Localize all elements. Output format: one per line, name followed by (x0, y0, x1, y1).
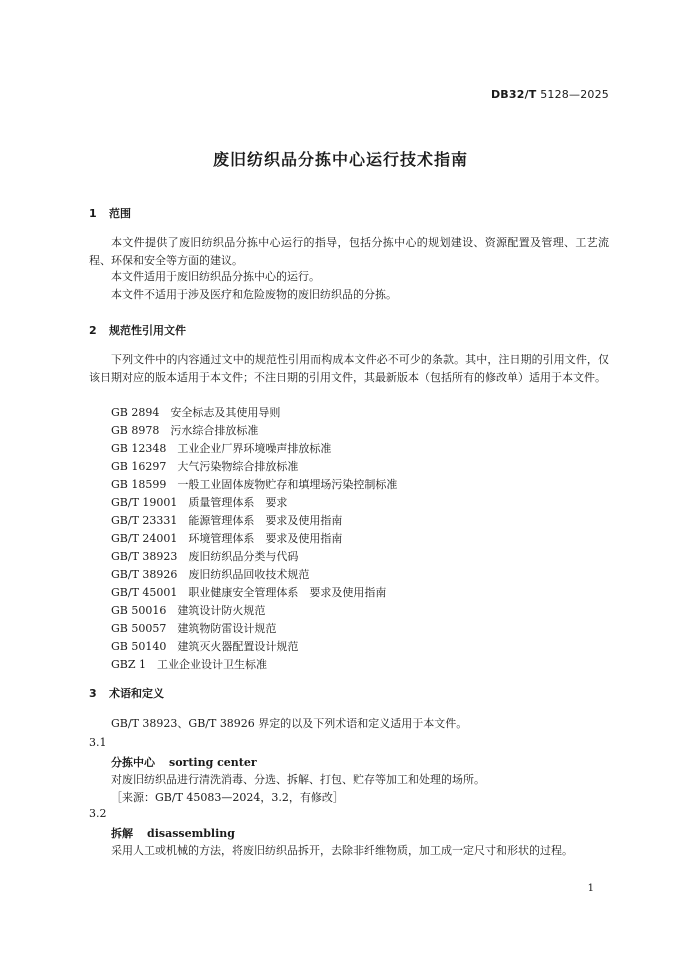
section-title: 范围 (109, 207, 131, 220)
reference-code: GB/T 19001 (111, 496, 178, 509)
reference-item (111, 638, 397, 656)
reference-code: GB/T 23331 (111, 514, 178, 527)
scope-paragraph-1: 本文件提供了废旧纺织品分拣中心运行的指导，包括分拣中心的规划建设、资源配置及管理、工艺流程、环保和安全等方面的建议。 (89, 236, 609, 267)
standard-code-number: 5128—2025 (540, 88, 609, 101)
document-title: 废旧纺织品分拣中心运行技术指南 (212, 150, 468, 169)
section-title: 术语和定义 (109, 687, 164, 700)
terms-intro: GB/T 38923、GB/T 38926 界定的以及下列术语和定义适用于本文件。 (111, 717, 468, 730)
scope-paragraph-3: 本文件不适用于涉及医疗和危险废物的废旧纺织品的分拣。 (111, 288, 397, 301)
reference-title: 一般工业固体废物贮存和填埋场污染控制标准 (177, 478, 398, 491)
standard-code-prefix: DB32/T (490, 88, 537, 101)
section-number: 2 (89, 324, 97, 337)
section-1-heading (89, 205, 131, 221)
term-name-cn: 分拣中心 (111, 756, 155, 769)
reference-code: GB/T 38923 (111, 550, 178, 563)
reference-item (111, 566, 397, 584)
reference-title: 废旧纺织品回收技术规范 (188, 568, 310, 581)
reference-item (111, 458, 397, 476)
reference-title: 能源管理体系 要求及使用指南 (188, 514, 343, 527)
term-name (111, 825, 235, 841)
term-number: 3.2 (89, 807, 107, 820)
reference-code: GB/T 38926 (111, 568, 178, 581)
reference-code: GBZ 1 (111, 658, 147, 671)
reference-title: 污水综合排放标准 (170, 424, 259, 437)
section-title: 规范性引用文件 (109, 324, 186, 337)
reference-item (111, 620, 397, 638)
reference-code: GB 18599 (111, 478, 167, 491)
reference-title: 建筑物防雷设计规范 (177, 622, 277, 635)
references-intro: 下列文件中的内容通过文中的规范性引用而构成本文件必不可少的条款。其中，注日期的引用文件，仅该日期对应的版本适用于本文件；不注日期的引用文件，其最新版本（包括所有的修改单）适用于本文件。 (89, 353, 609, 384)
reference-item (111, 656, 397, 674)
reference-code: GB/T 45001 (111, 586, 178, 599)
reference-list (111, 404, 397, 674)
reference-code: GB 16297 (111, 460, 167, 473)
reference-item (111, 476, 397, 494)
reference-item (111, 422, 397, 440)
reference-item (111, 404, 397, 422)
term-definition: 采用人工或机械的方法，将废旧纺织品拆开，去除非纤维物质，加工成一定尺寸和形状的过程。 (111, 844, 573, 857)
reference-item (111, 494, 397, 512)
term-number: 3.1 (89, 736, 107, 749)
reference-item (111, 584, 397, 602)
reference-code: GB 50016 (111, 604, 167, 617)
reference-code: GB/T 24001 (111, 532, 178, 545)
term-source: ［来源：GB/T 45083—2024，3.2，有修改］ (111, 791, 344, 804)
reference-title: 工业企业设计卫生标准 (157, 658, 268, 671)
section-2-heading (89, 322, 186, 338)
reference-item (111, 512, 397, 530)
term-name-en: disassembling (147, 827, 235, 840)
reference-title: 大气污染物综合排放标准 (177, 460, 299, 473)
section-3-heading (89, 685, 164, 701)
reference-title: 工业企业厂界环境噪声排放标准 (177, 442, 332, 455)
scope-paragraph-2: 本文件适用于废旧纺织品分拣中心的运行。 (111, 270, 320, 283)
standard-code (491, 88, 609, 101)
term-definition: 对废旧纺织品进行清洗消毒、分选、拆解、打包、贮存等加工和处理的场所。 (111, 773, 485, 786)
reference-code: GB 8978 (111, 424, 160, 437)
reference-title: 职业健康安全管理体系 要求及使用指南 (188, 586, 387, 599)
term-name-en: sorting center (169, 756, 257, 769)
reference-title: 建筑设计防火规范 (177, 604, 266, 617)
reference-title: 质量管理体系 要求 (188, 496, 288, 509)
reference-code: GB 50057 (111, 622, 167, 635)
reference-title: 环境管理体系 要求及使用指南 (188, 532, 343, 545)
reference-code: GB 50140 (111, 640, 167, 653)
reference-item (111, 548, 397, 566)
reference-code: GB 12348 (111, 442, 167, 455)
term-name (111, 754, 257, 770)
reference-item (111, 602, 397, 620)
section-number: 3 (89, 687, 97, 700)
reference-item (111, 530, 397, 548)
reference-title: 安全标志及其使用导则 (170, 406, 281, 419)
reference-code: GB 2894 (111, 406, 160, 419)
reference-title: 建筑灭火器配置设计规范 (177, 640, 299, 653)
section-number: 1 (89, 207, 97, 220)
term-name-cn: 拆解 (111, 827, 133, 840)
reference-title: 废旧纺织品分类与代码 (188, 550, 299, 563)
reference-item (111, 440, 397, 458)
page-number: 1 (587, 883, 594, 894)
